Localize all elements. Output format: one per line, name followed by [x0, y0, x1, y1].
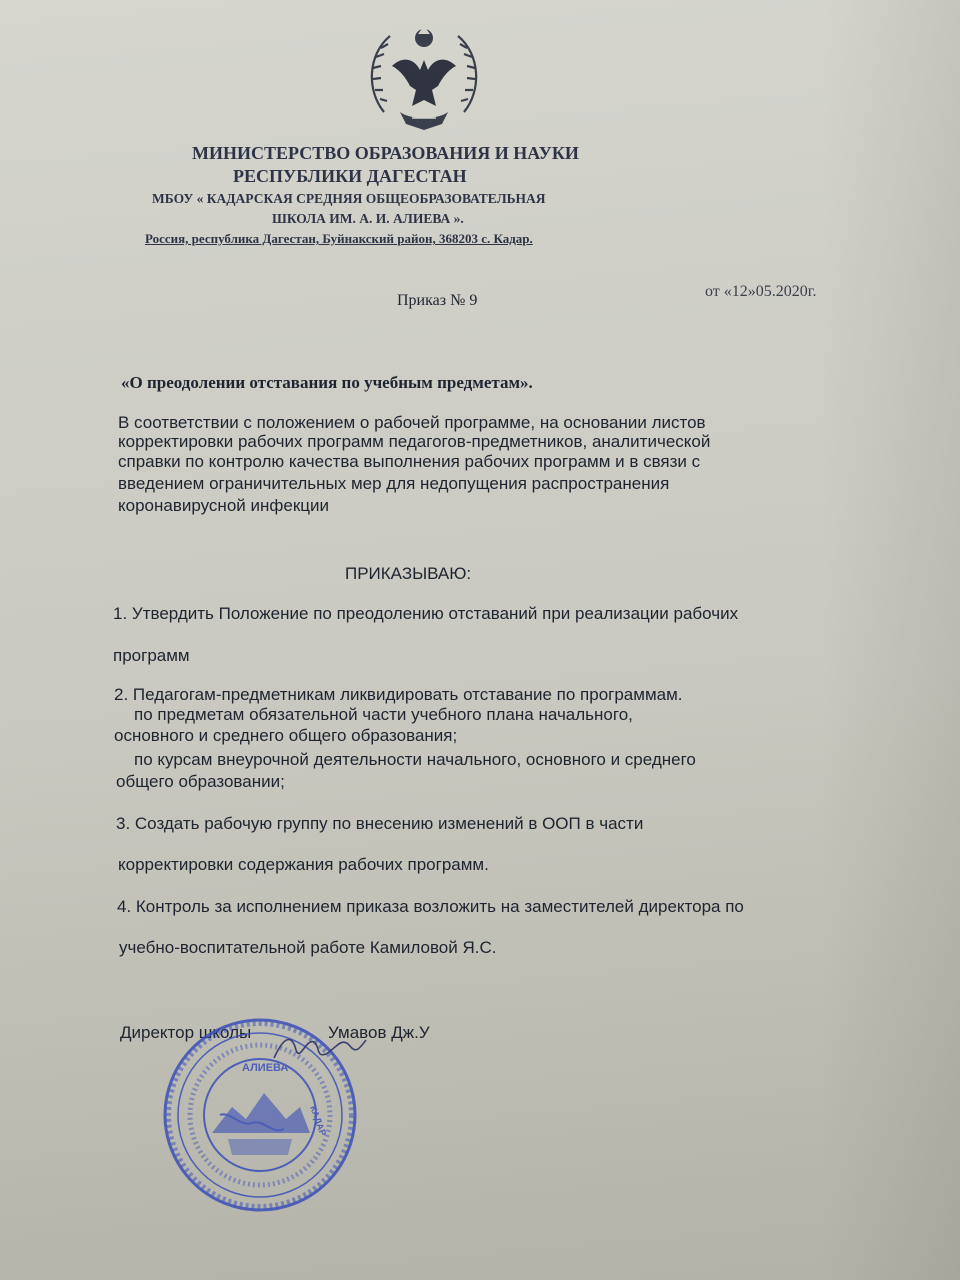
preamble-line: справки по контролю качества выполнения рабочих программ и в связи с	[118, 452, 701, 471]
preamble-line: корректировки рабочих программ педагогов-предметников, аналитической	[118, 432, 711, 451]
item-2-line-1: 2. Педагогам-предметникам ликвидировать отставание по программам.	[114, 685, 683, 704]
preamble-line: В соответствии с положением о рабочей программе, на основании листов	[118, 413, 706, 432]
school-line-2: ШКОЛА ИМ. А. И. АЛИЕВА ».	[272, 211, 464, 226]
item-3-line-1: 3. Создать рабочую группу по внесению изменений в ООП в части	[116, 814, 644, 833]
ministry-line-2: РЕСПУБЛИКИ ДАГЕСТАН	[233, 166, 467, 186]
item-4-line-2: учебно-воспитательной работе Камиловой Я.С.	[119, 938, 497, 957]
order-number: Приказ № 9	[397, 292, 478, 309]
item-2-bullet-1-line-1: по предметам обязательной части учебного плана начального,	[134, 705, 633, 724]
school-line-1: МБОУ « КАДАРСКАЯ СРЕДНЯЯ ОБЩЕОБРАЗОВАТЕЛЬНАЯ	[152, 191, 546, 206]
stamp-text: АЛИЕВА	[242, 1062, 289, 1074]
paper-shadow	[820, 0, 960, 1280]
preamble-line: введением ограничительных мер для недопущения распространения	[118, 474, 670, 493]
dagestan-coat-of-arms-icon	[362, 20, 486, 138]
item-3-line-2: корректировки содержания рабочих программ.	[118, 855, 489, 874]
item-2-bullet-1-line-2: основного и среднего общего образования;	[114, 726, 458, 745]
item-2-bullet-2-line-1: по курсам внеурочной деятельности начального, основного и среднего	[134, 750, 696, 769]
signature-position: Директор школы	[120, 1023, 252, 1042]
item-2-bullet-2-line-2: общего образовании;	[116, 772, 285, 791]
handwritten-signature	[270, 1028, 370, 1068]
order-date: от «12»05.2020г.	[705, 283, 817, 300]
item-4-line-1: 4. Контроль за исполнением приказа возложить на заместителей директора по	[117, 897, 744, 916]
ministry-line-1: МИНИСТЕРСТВО ОБРАЗОВАНИЯ И НАУКИ	[192, 143, 579, 163]
item-1-line-1: 1. Утвердить Положение по преодолению отставаний при реализации рабочих	[113, 604, 739, 623]
signature-name: Умавов Дж.У	[328, 1023, 430, 1042]
preamble-line: коронавирусной инфекции	[118, 496, 329, 515]
item-1-line-2: программ	[113, 646, 190, 665]
decree-heading: ПРИКАЗЫВАЮ:	[345, 564, 472, 583]
school-address: Россия, республика Дагестан, Буйнакский район, 368203 с. Кадар.	[145, 231, 533, 246]
order-title: «О преодолении отставания по учебным предметам».	[121, 373, 533, 392]
stamp-text: КАДАР	[308, 1104, 329, 1138]
